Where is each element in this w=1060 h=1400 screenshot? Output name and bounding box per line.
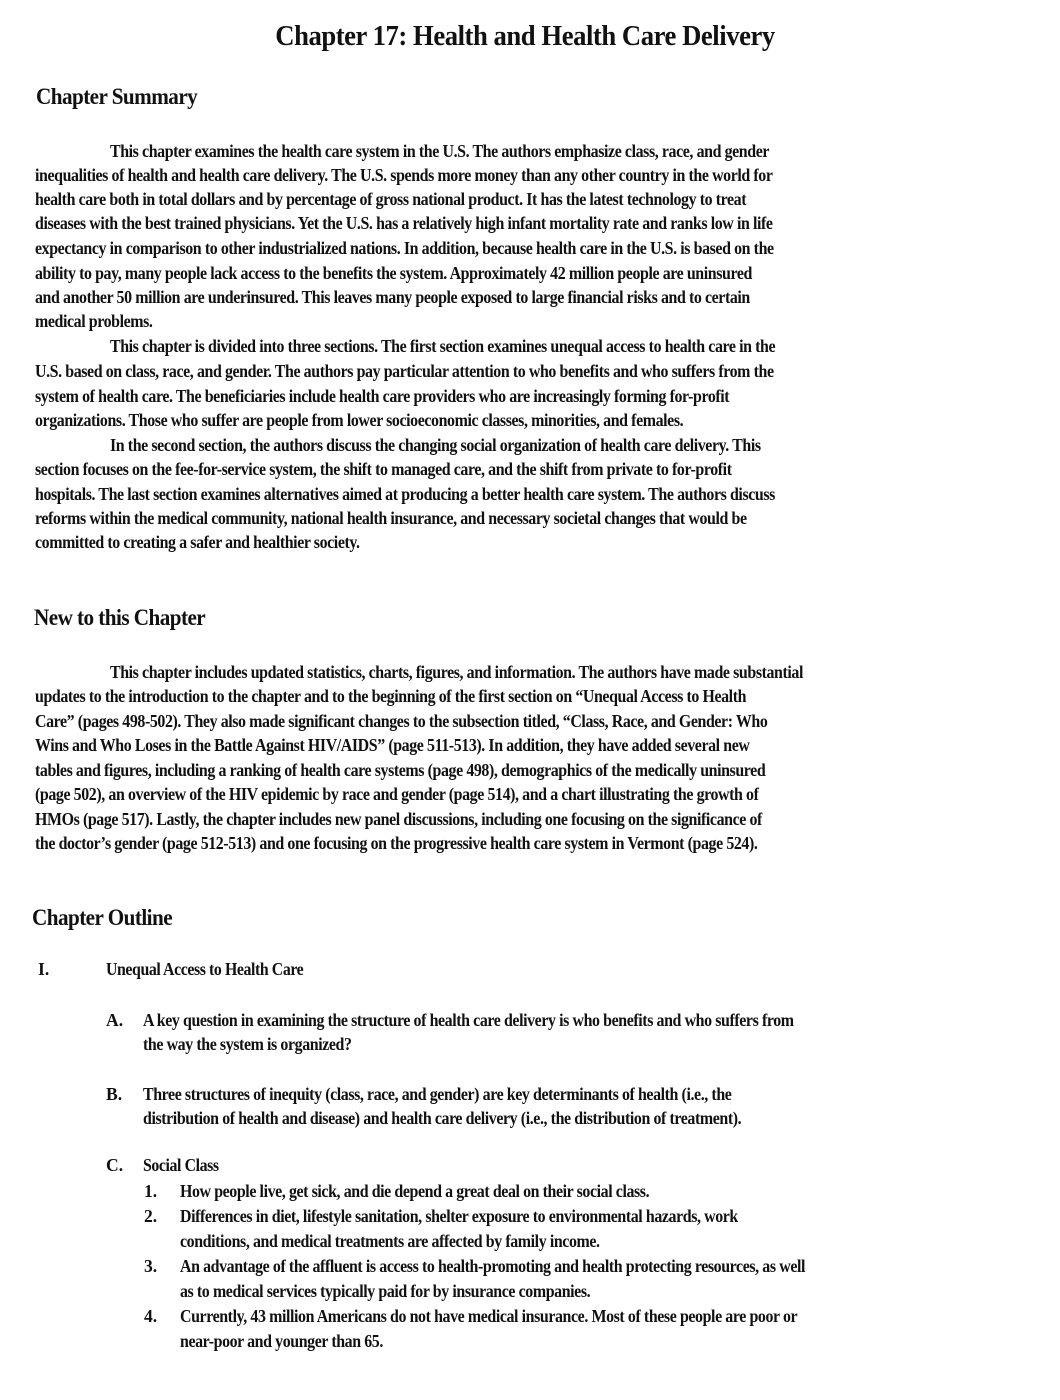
outline-marker: 3. [144,1256,158,1276]
text-line: In the second section, the authors discuss the changing social organization of health care delivery. This [110,435,761,455]
outline-text: the way the system is organized? [143,1034,352,1054]
outline-text: as to medical services typically paid for by insurance companies. [180,1281,591,1301]
outline-marker: A. [106,1010,124,1030]
text-line: ability to pay, many people lack access to the benefits the system. Approximately 42 million people are uninsured [35,263,752,283]
section-heading-new: New to this Chapter [34,605,206,630]
text-line: hospitals. The last section examines alternatives aimed at producing a better health care system. The authors discuss [35,484,775,504]
text-line: tables and figures, including a ranking of health care systems (page 498), demographics of the medically uninsured [35,760,766,780]
text-line: Care” (pages 498-502). They also made significant changes to the subsection titled, “Class, Race, and Gender: Who [35,711,768,731]
text-line: HMOs (page 517). Lastly, the chapter includes new panel discussions, including one focusing on the significance of [35,809,762,829]
text-line: Wins and Who Loses in the Battle Against HIV/AIDS” (page 511-513). In addition, they have added several new [35,735,750,755]
outline-text: An advantage of the affluent is access to health-promoting and health protecting resources, as well [180,1256,806,1276]
outline-marker: 4. [144,1306,158,1326]
text-line: organizations. Those who suffer are people from lower socioeconomic classes, minorities, and females. [35,410,684,430]
outline-text: Differences in diet, lifestyle sanitation, shelter exposure to environmental hazards, work [180,1206,738,1226]
text-line: This chapter examines the health care system in the U.S. The authors emphasize class, race, and gender [110,141,770,161]
outline-text: near-poor and younger than 65. [180,1331,383,1351]
outline-text: conditions, and medical treatments are affected by family income. [180,1231,600,1251]
outline-text: Social Class [143,1155,219,1175]
section-heading-summary: Chapter Summary [36,84,198,109]
text-line: This chapter includes updated statistics, charts, figures, and information. The authors have made substantial [110,662,804,682]
text-line: and another 50 million are underinsured. This leaves many people exposed to large financial risks and to certain [35,287,750,307]
outline-marker: 1. [144,1181,158,1201]
text-line: the doctor’s gender (page 512-513) and one focusing on the progressive health care system in Vermont (page 524). [35,833,758,853]
outline-text: Unequal Access to Health Care [106,959,304,979]
outline-text: How people live, get sick, and die depend a great deal on their social class. [180,1181,650,1201]
text-line: inequalities of health and health care delivery. The U.S. spends more money than any other country in the world for [35,165,773,185]
outline-text: Currently, 43 million Americans do not have medical insurance. Most of these people are poor or [180,1306,798,1326]
text-line: (page 502), an overview of the HIV epidemic by race and gender (page 514), and a chart illustrating the growth of [35,784,759,804]
outline-marker: 2. [144,1206,158,1226]
page-title: Chapter 17: Health and Health Care Delivery [275,20,775,52]
outline-marker: C. [106,1155,124,1175]
outline-marker: B. [106,1084,123,1104]
outline-marker: I. [38,959,50,979]
outline-text: A key question in examining the structure of health care delivery is who benefits and who suffers from [143,1010,794,1030]
text-line: diseases with the best trained physicians. Yet the U.S. has a relatively high infant mortality rate and ranks low in life [35,213,773,233]
outline-text: Three structures of inequity (class, race, and gender) are key determinants of health (i.e., the [143,1084,732,1104]
text-line: expectancy in comparison to other industrialized nations. In addition, because health care in the U.S. is based on the [35,238,774,258]
outline-text: distribution of health and disease) and health care delivery (i.e., the distribution of treatment). [143,1108,742,1128]
text-line: U.S. based on class, race, and gender. The authors pay particular attention to who benefits and who suffers from the [35,361,774,381]
text-line: medical problems. [35,311,153,331]
text-line: system of health care. The beneficiaries include health care providers who are increasingly forming for-profit [35,386,730,406]
text-line: updates to the introduction to the chapter and to the beginning of the first section on “Unequal Access to Health [35,686,747,706]
text-line: committed to creating a safer and healthier society. [35,532,360,552]
section-heading-outline: Chapter Outline [32,905,173,930]
text-line: health care both in total dollars and by percentage of gross national product. It has the latest technology to treat [35,189,747,209]
text-line: section focuses on the fee-for-service system, the shift to managed care, and the shift from private to for-profit [35,459,732,479]
text-line: reforms within the medical community, national health insurance, and necessary societal changes that would be [35,508,747,528]
text-line: This chapter is divided into three sections. The first section examines unequal access to health care in the [110,336,776,356]
